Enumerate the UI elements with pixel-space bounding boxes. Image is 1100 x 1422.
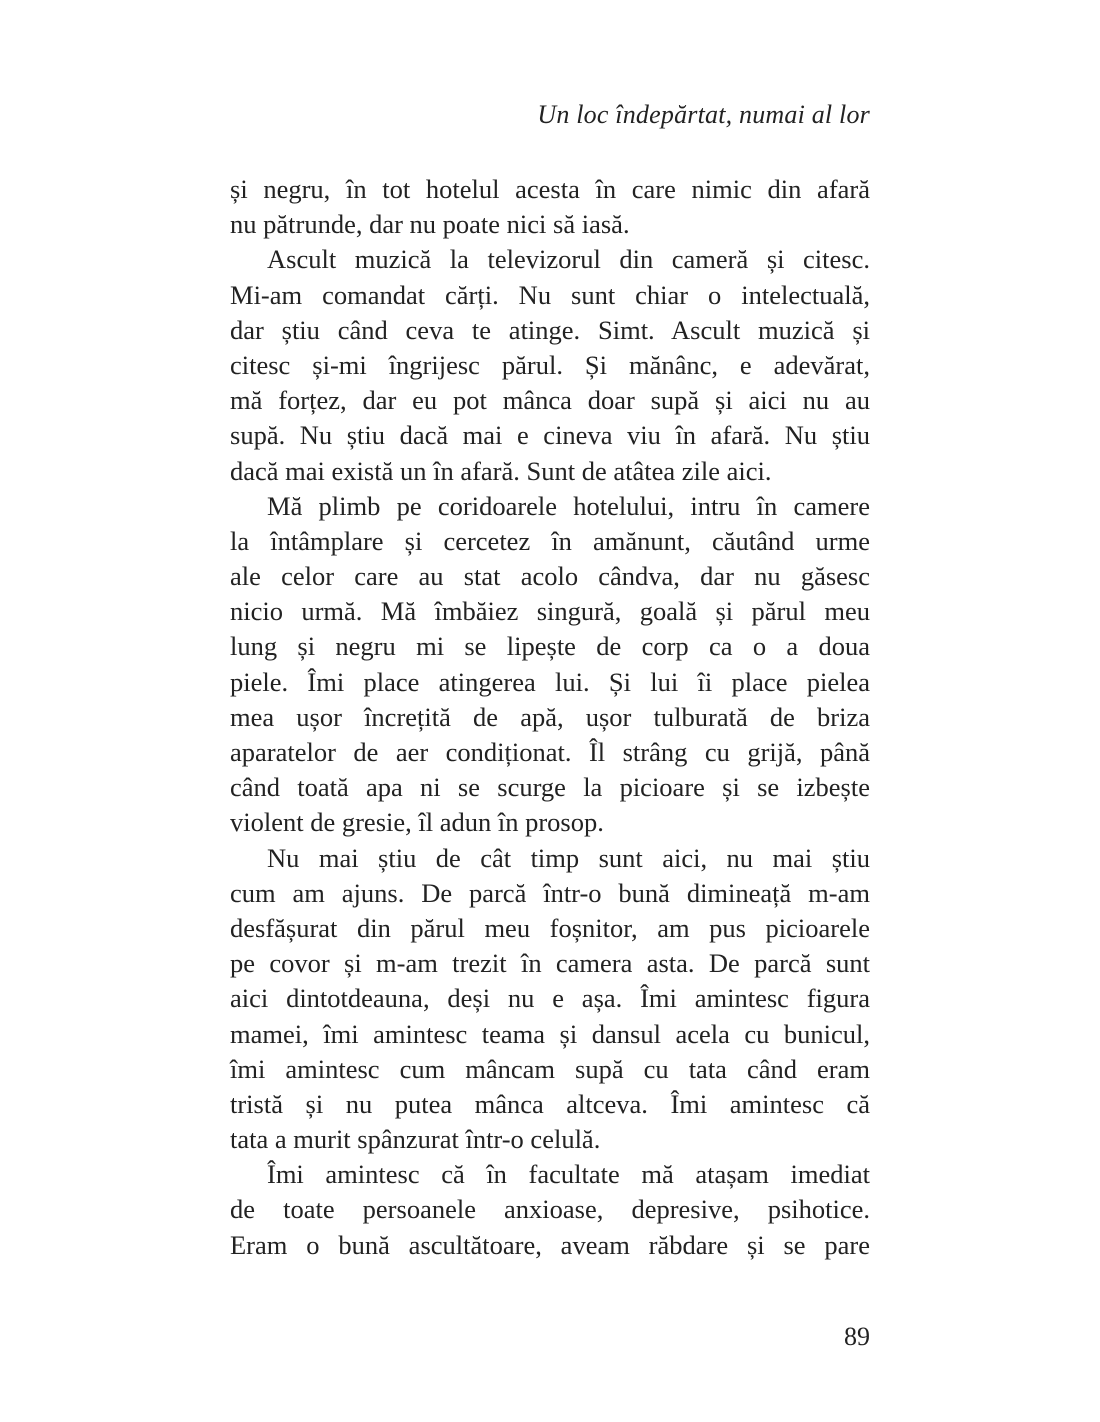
text-line: de toate persoanele anxioase, depresive, psihotice. [230,1194,870,1225]
text-line: ale celor care au stat acolo cândva, dar nu găsesc [230,561,870,592]
text-line: Mă plimb pe coridoarele hotelului, intru în camere [267,490,870,521]
text-line: mă forțez, dar eu pot mânca doar supă și aici nu au [230,385,870,416]
text-line: dacă mai există un în afară. Sunt de atâtea zile aici. [230,455,772,486]
text-line: la întâmplare și cercetez în amănunt, căutând urme [230,525,870,556]
text-line: pe covor și m-am trezit în camera asta. De parcă sunt [230,948,870,979]
text-line: aici dintotdeauna, deși nu e așa. Îmi amintesc figura [230,983,870,1014]
paragraph [230,242,870,488]
paragraph [230,841,870,1158]
text-line: mamei, îmi amintesc teama și dansul acela cu bunicul, [230,1018,870,1049]
text-line: piele. Îmi place atingerea lui. Și lui îi place pielea [230,666,870,697]
text-line: și negru, în tot hotelul acesta în care nimic din afară [230,174,870,204]
page-body-text [230,172,870,1263]
page-number: 89 [844,1322,870,1351]
text-line: mea ușor încrețită de apă, ușor tulburată de briza [230,701,870,732]
text-line: Eram o bună ascultătoare, aveam răbdare și se pare [230,1229,870,1260]
text-line: aparatelor de aer condiționat. Îl strâng cu grijă, până [230,737,870,767]
text-line: desfășurat din părul meu foșnitor, am pus picioarele [230,912,870,943]
text-line: violent de gresie, îl adun în prosop. [230,807,604,838]
paragraph [230,1157,870,1263]
text-line: Nu mai știu de cât timp sunt aici, nu mai știu [267,842,870,873]
text-line: supă. Nu știu dacă mai e cineva viu în afară. Nu știu [230,420,870,451]
text-line: tristă și nu putea mânca altceva. Îmi amintesc că [230,1088,870,1119]
text-line: tata a murit spânzurat într-o celulă. [230,1124,601,1155]
text-line: lung și negru mi se lipește de corp ca o a doua [230,631,870,662]
text-line: îmi amintesc cum mâncam supă cu tata când eram [230,1053,870,1084]
text-line: Mi-am comandat cărți. Nu sunt chiar o intelectuală, [230,279,870,310]
text-line: când toată apa ni se scurge la picioare și se izbește [230,772,870,803]
text-line: citesc și-mi îngrijesc părul. Și mănânc, e adevărat, [230,349,870,380]
text-line: nicio urmă. Mă îmbăiez singură, goală și părul meu [230,596,870,627]
text-line: Ascult muzică la televizorul din cameră și citesc. [267,244,870,275]
paragraph [230,172,870,242]
text-line: cum am ajuns. De parcă într-o bună dimineață m-am [230,877,870,908]
paragraph [230,489,870,841]
running-header: Un loc îndepărtat, numai al lor [537,100,870,129]
text-line: nu pătrunde, dar nu poate nici să iasă. [230,209,630,240]
text-line: Îmi amintesc că în facultate mă atașam imediat [267,1159,870,1190]
text-line: dar știu când ceva te atinge. Simt. Ascult muzică și [230,314,870,345]
